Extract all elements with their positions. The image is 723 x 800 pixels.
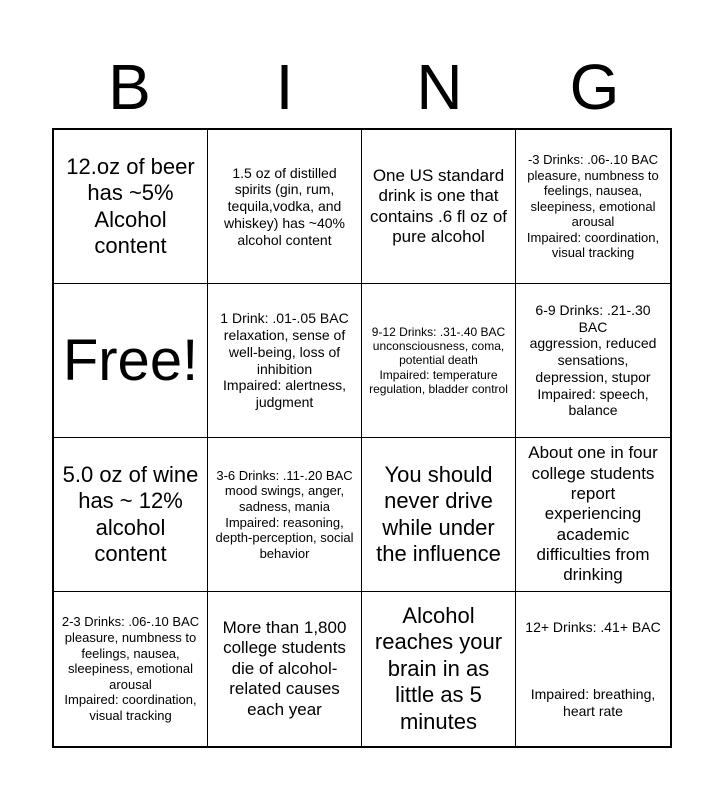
bingo-cell[interactable]: One US standard drink is one that contains .6 fl oz of pure alcohol [362, 130, 516, 284]
bingo-cell[interactable]: 6-9 Drinks: .21-.30 BAC aggression, reduced sensations, depression, stupor Impaired: speech, balance [516, 284, 670, 438]
bingo-cell[interactable]: 12+ Drinks: .41+ BAC Impaired: breathing, heart rate [525, 618, 661, 719]
title-letter-b: B [108, 51, 151, 123]
bingo-cell[interactable]: 5.0 oz of wine has ~ 12% alcohol content [54, 438, 208, 592]
bingo-cell[interactable]: About one in four college students report experiencing academic difficulties from drinking [516, 438, 670, 592]
bingo-cell[interactable]: Alcohol reaches your brain in as little as 5 minutes [362, 592, 516, 746]
bingo-cell[interactable]: -3 Drinks: .06-.10 BAC pleasure, numbness to feelings, nausea, sleepiness, emotional arousal Impaired: coordination, visual tracking [516, 130, 670, 284]
bingo-cell[interactable]: 1.5 oz of distilled spirits (gin, rum, tequila,vodka, and whiskey) has ~40% alcohol content [208, 130, 362, 284]
bingo-title [52, 52, 672, 122]
bingo-cell[interactable]: 12.oz of beer has ~5% Alcohol content [54, 130, 208, 284]
title-letter-n: N [416, 51, 463, 123]
bingo-cell[interactable]: 1 Drink: .01-.05 BAC relaxation, sense of well-being, loss of inhibition Impaired: alertness, judgment [208, 284, 362, 438]
bingo-cell[interactable]: 2-3 Drinks: .06-.10 BAC pleasure, numbness to feelings, nausea, sleepiness, emotional arousal Impaired: coordination, visual tracking [54, 592, 208, 746]
title-letter-g: G [569, 51, 620, 123]
title-letter-i: I [275, 51, 294, 123]
bingo-card-grid [52, 128, 672, 748]
bingo-cell[interactable]: 9-12 Drinks: .31-.40 BAC unconsciousness, coma, potential death Impaired: temperature regulation, bladder control [362, 284, 516, 438]
bingo-cell[interactable]: You should never drive while under the influence [362, 438, 516, 592]
free-space-cell[interactable]: Free! [54, 284, 208, 438]
bingo-cell[interactable]: 3-6 Drinks: .11-.20 BAC mood swings, anger, sadness, mania Impaired: reasoning, depth-perception, social behavior [208, 438, 362, 592]
bingo-cell[interactable]: More than 1,800 college students die of alcohol-related causes each year [208, 592, 362, 746]
